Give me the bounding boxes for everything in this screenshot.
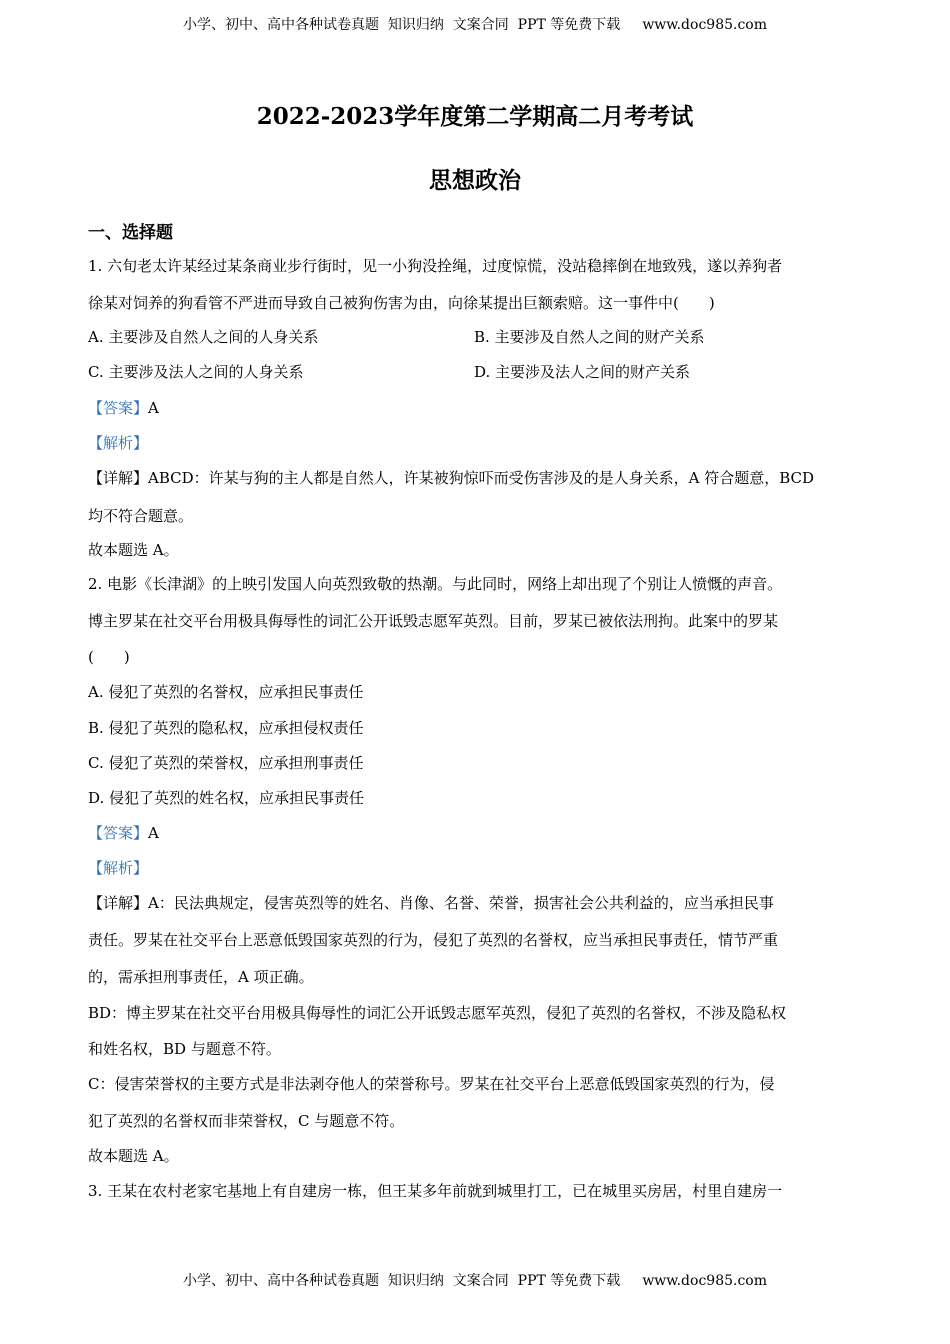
page-footer (0, 1270, 950, 1290)
footer-text: 小学、初中、高中各种试卷真题 知识归纳 文案合同 PPT 等免费下载 (182, 1273, 621, 1289)
q1-option-a: A. 主要涉及自然人之间的人身关系 (88, 328, 319, 346)
q2-detail-line2: 责任。罗某在社交平台上恶意低毁国家英烈的行为，侵犯了英烈的名誉权，应当承担民事责任，情节严重 (88, 931, 779, 949)
q1-option-b: B. 主要涉及自然人之间的财产关系 (474, 328, 705, 346)
q1-stem-line1: 1. 六旬老太许某经过某条商业步行街时，见一小狗没拴绳，过度惊慌，没站稳摔倒在地致残，遂以养狗者 (88, 257, 783, 275)
q1-option-c: C. 主要涉及法人之间的人身关系 (88, 363, 304, 381)
header-url[interactable]: www.doc985.com (642, 17, 767, 33)
q2-analysis-label: 【解析】 (88, 859, 149, 877)
q2-detail-line4: BD：博主罗某在社交平台用极具侮辱性的词汇公开诋毁志愿军英烈，侵犯了英烈的名誉权，不涉及隐私权 (88, 1004, 787, 1022)
q3-stem-line1: 3. 王某在农村老家宅基地上有自建房一栋，但王某多年前就到城里打工，已在城里买房居，村里自建房一 (88, 1182, 783, 1200)
q2-detail-line6: C：侵害荣誉权的主要方式是非法剥夺他人的荣誉称号。罗某在社交平台上恶意低毁国家英烈的行为，侵 (88, 1075, 775, 1093)
q1-option-d: D. 主要涉及法人之间的财产关系 (474, 363, 691, 381)
q2-option-d: D. 侵犯了英烈的姓名权，应承担民事责任 (88, 789, 365, 807)
section-heading: 一、选择题 (88, 223, 173, 243)
q2-detail-line3: 的，需承担刑事责任，A 项正确。 (88, 968, 314, 986)
q2-answer-value: A (148, 824, 159, 842)
q2-detail-line1 (88, 892, 774, 913)
q2-stem-line2: 博主罗某在社交平台用极具侮辱性的词汇公开诋毁志愿军英烈。目前，罗某已被依法刑拘。此案中的罗某 (88, 612, 779, 630)
detail-label: 【详解】 (88, 469, 149, 487)
q1-conclusion: 故本题选 A。 (88, 541, 179, 559)
q1-detail-text1: ABCD：许某与狗的主人都是自然人，许某被狗惊吓而受伤害涉及的是人身关系，A 符合题意，BCD (148, 469, 815, 487)
q2-conclusion: 故本题选 A。 (88, 1147, 179, 1165)
answer-label: 【答案】 (88, 824, 149, 842)
answer-label: 【答案】 (88, 399, 149, 417)
q1-detail-line1 (88, 467, 814, 488)
q1-detail-line2: 均不符合题意。 (88, 507, 194, 525)
q2-detail-line5: 和姓名权，BD 与题意不符。 (88, 1040, 281, 1058)
page-header (0, 14, 950, 34)
q2-detail-line7: 犯了英烈的名誉权而非荣誉权，C 与题意不符。 (88, 1112, 405, 1130)
q1-answer-value: A (148, 399, 159, 417)
q2-stem-line3: ( ) (88, 648, 130, 666)
q2-answer (88, 822, 159, 843)
q2-option-b: B. 侵犯了英烈的隐私权，应承担侵权责任 (88, 719, 364, 737)
header-text: 小学、初中、高中各种试卷真题 知识归纳 文案合同 PPT 等免费下载 (182, 17, 621, 33)
q2-stem-line1: 2. 电影《长津湖》的上映引发国人向英烈致敬的热潮。与此同时，网络上却出现了个别让人愤慨的声音。 (88, 575, 783, 593)
q2-detail-text1: A：民法典规定，侵害英烈等的姓名、肖像、名誉、荣誉，损害社会公共利益的，应当承担民事 (148, 894, 774, 912)
q2-option-c: C. 侵犯了英烈的荣誉权，应承担刑事责任 (88, 754, 364, 772)
footer-url[interactable]: www.doc985.com (642, 1273, 767, 1289)
q2-option-a: A. 侵犯了英烈的名誉权，应承担民事责任 (88, 683, 364, 701)
q1-analysis-label: 【解析】 (88, 434, 149, 452)
exam-title: 2022-2023学年度第二学期高二月考考试 (256, 103, 694, 130)
q1-stem-line2: 徐某对饲养的狗看管不严进而导致自己被狗伤害为由，向徐某提出巨额索赔。这一事件中( ) (88, 294, 715, 312)
q1-answer (88, 397, 159, 418)
detail-label: 【详解】 (88, 894, 149, 912)
subject-title: 思想政治 (429, 167, 521, 194)
